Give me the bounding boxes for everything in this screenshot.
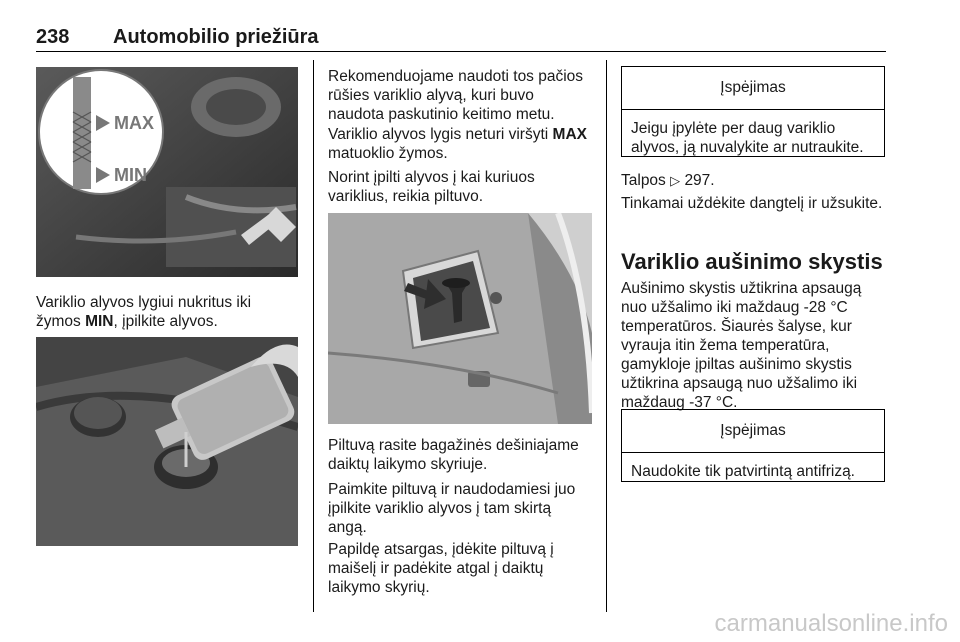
page-reference-icon[interactable]: ▷ — [670, 173, 681, 188]
page-title: Automobilio priežiūra — [113, 26, 319, 48]
oil-fill-figure — [36, 337, 298, 546]
paragraph-store-funnel: Papildę atsargas, įdėkite piltuvą į maišelį ir padėkite atgal į daiktų laikymo skyrių. — [328, 541, 554, 596]
paragraph-min-level: Variklio alyvos lygiui nukritus iki žymos MIN, įpilkite alyvos. — [36, 294, 252, 330]
max-label: MAX — [114, 113, 154, 133]
trunk-funnel-illustration — [328, 213, 592, 424]
oil-fill-illustration — [36, 337, 298, 546]
min-label: MIN — [114, 165, 147, 185]
column-divider-1 — [313, 60, 314, 612]
paragraph-funnel-location: Piltuvą rasite bagažinės dešiniajame daiktų laikymo skyriuje. — [328, 437, 579, 473]
header-rule — [36, 51, 886, 52]
trunk-funnel-figure — [328, 213, 592, 424]
paragraph-capacities: Talpos ▷ 297. — [621, 172, 715, 189]
max-bold: MAX — [552, 126, 587, 143]
paragraph-use-funnel: Paimkite piltuvą ir naudodamiesi juo įpilkite variklio alyvos į tam skirtą angą. — [328, 481, 576, 536]
paragraph-coolant: Aušinimo skystis užtikrina apsaugą nuo užšalimo iki maždaug -28 °C temperatūros. Šiaurės šalyse, kur vyrauja itin žema temperatūra, gamykloje įpiltas aušinimo skystis užtikrina apsaugą nuo užšalimo iki maždaug -37 °C. — [621, 280, 862, 411]
paragraph-max-level: Variklio alyvos lygis neturi viršyti MAX matuoklio žymos. — [328, 126, 587, 162]
warning-text: Jeigu įpylėte per daug variklio alyvos, ją nuvalykite ar nutraukite. — [631, 120, 864, 156]
watermark: carmanualsonline.info — [714, 610, 948, 637]
warning-text: Naudokite tik patvirtintą antifrizą. — [631, 463, 855, 480]
warning-box-antifreeze — [621, 409, 885, 482]
dipstick-illustration — [36, 67, 298, 277]
paragraph-funnel-needed: Norint įpilti alyvos į kai kuriuos variklius, reikia piltuvo. — [328, 169, 535, 205]
column-divider-2 — [606, 60, 607, 612]
warning-title: Įspėjimas — [622, 67, 884, 110]
paragraph-same-oil: Rekomenduojame naudoti tos pačios rūšies variklio alyvą, kuri buvo naudota paskutinio keitimo metu. — [328, 68, 584, 123]
min-bold: MIN — [85, 313, 114, 330]
warning-title: Įspėjimas — [622, 410, 884, 453]
paragraph-cap-tighten: Tinkamai uždėkite dangtelį ir užsukite. — [621, 195, 883, 212]
section-heading-coolant: Variklio aušinimo skystis — [621, 249, 883, 274]
dipstick-figure — [36, 67, 298, 277]
page-reference[interactable]: 297. — [684, 172, 715, 189]
page-header — [36, 22, 886, 52]
page-number: 238 — [36, 26, 70, 48]
warning-box-overfill — [621, 66, 885, 157]
